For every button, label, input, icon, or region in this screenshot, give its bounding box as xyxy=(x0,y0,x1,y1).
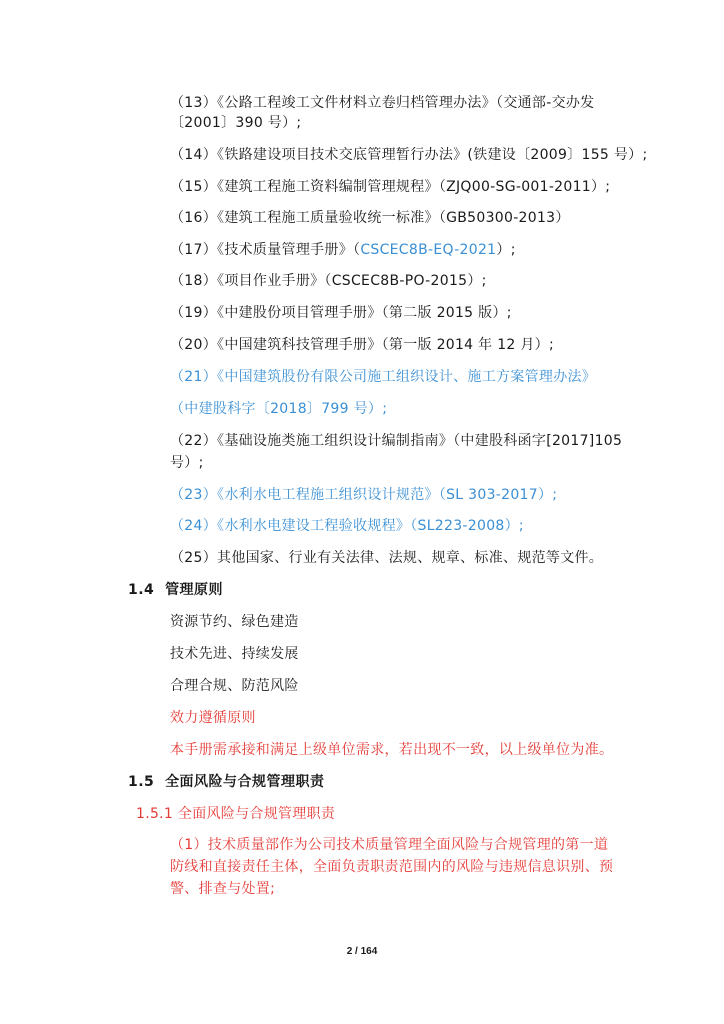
duty-para-line-3: 警、排查与处置; xyxy=(170,881,276,897)
section-1-5-1-number: 1.5.1 xyxy=(136,806,174,822)
ref-22-line-1: （22）《基础设施类施工组织设计编制指南》（中建股科函字[2017]105 xyxy=(170,433,623,449)
page-number xyxy=(0,946,724,957)
ref-22-line-2: 号）; xyxy=(170,455,204,471)
ref-13-line-2: 〔2001〕390 号）; xyxy=(170,115,302,131)
section-1-5-1-heading xyxy=(136,805,335,823)
ref-23: （23）《水利水电工程施工组织设计规范》（SL 303-2017）; xyxy=(170,487,558,503)
duty-para-line-2: 防线和直接责任主体，全面负责职责范围内的风险与违规信息识别、预 xyxy=(170,859,614,875)
section-1-5-1-title: 全面风险与合规管理职责 xyxy=(177,806,336,822)
ref-19: （19）《中建股份项目管理手册》（第二版 2015 版）; xyxy=(170,305,512,321)
ref-21-line-1: （21）《中国建筑股份有限公司施工组织设计、施工方案管理办法》 xyxy=(170,369,597,385)
ref-17 xyxy=(170,241,516,259)
section-1-5-number: 1.5 xyxy=(128,774,155,790)
ref-25: （25）其他国家、行业有关法律、法规、规章、标准、规范等文件。 xyxy=(170,550,604,566)
section-1-4-number: 1.4 xyxy=(128,582,155,598)
ref-16: （16）《建筑工程施工质量验收统一标准》（GB50300-2013） xyxy=(170,210,570,226)
duty-para-line-1: （1）技术质量部作为公司技术质量管理全面风险与合规管理的第一道 xyxy=(170,837,609,853)
ref-21-line-2: （中建股科字〔2018〕799 号）; xyxy=(170,401,388,417)
section-1-4-title: 管理原则 xyxy=(165,582,224,598)
ref-17-text: （17）《技术质量管理手册》（ xyxy=(170,242,361,258)
page-current: 2 xyxy=(346,946,353,957)
principle-item: 技术先进、持续发展 xyxy=(170,646,299,662)
section-1-5-heading xyxy=(128,773,325,791)
section-1-5-title: 全面风险与合规管理职责 xyxy=(165,774,325,790)
principle-red-note: 本手册需承接和满足上级单位需求，若出现不一致，以上级单位为准。 xyxy=(170,742,614,758)
section-1-4-heading xyxy=(128,581,223,599)
ref-24: （24）《水利水电建设工程验收规程》（SL223-2008）; xyxy=(170,518,524,534)
ref-13-line-1: （13）《公路工程竣工文件材料立卷归档管理办法》（交通部-交办发 xyxy=(170,95,595,111)
principle-item: 资源节约、绿色建造 xyxy=(170,614,299,630)
ref-20: （20）《中国建筑科技管理手册》（第一版 2014 年 12 月）; xyxy=(170,337,554,353)
ref-14: （14）《铁路建设项目技术交底管理暂行办法》(铁建设〔2009〕155 号）; xyxy=(170,147,648,163)
page-separator: / xyxy=(355,946,358,957)
ref-18: （18）《项目作业手册》（CSCEC8B-PO-2015）; xyxy=(170,273,487,289)
page-total: 164 xyxy=(360,946,378,957)
ref-17-end: ）; xyxy=(496,242,516,258)
ref-17-code: CSCEC8B-EQ-2021 xyxy=(360,242,497,258)
principle-item: 合理合规、防范风险 xyxy=(170,678,299,694)
principle-item-red: 效力遵循原则 xyxy=(170,710,256,726)
ref-15: （15）《建筑工程施工资料编制管理规程》（ZJQ00-SG-001-2011）; xyxy=(170,179,611,195)
